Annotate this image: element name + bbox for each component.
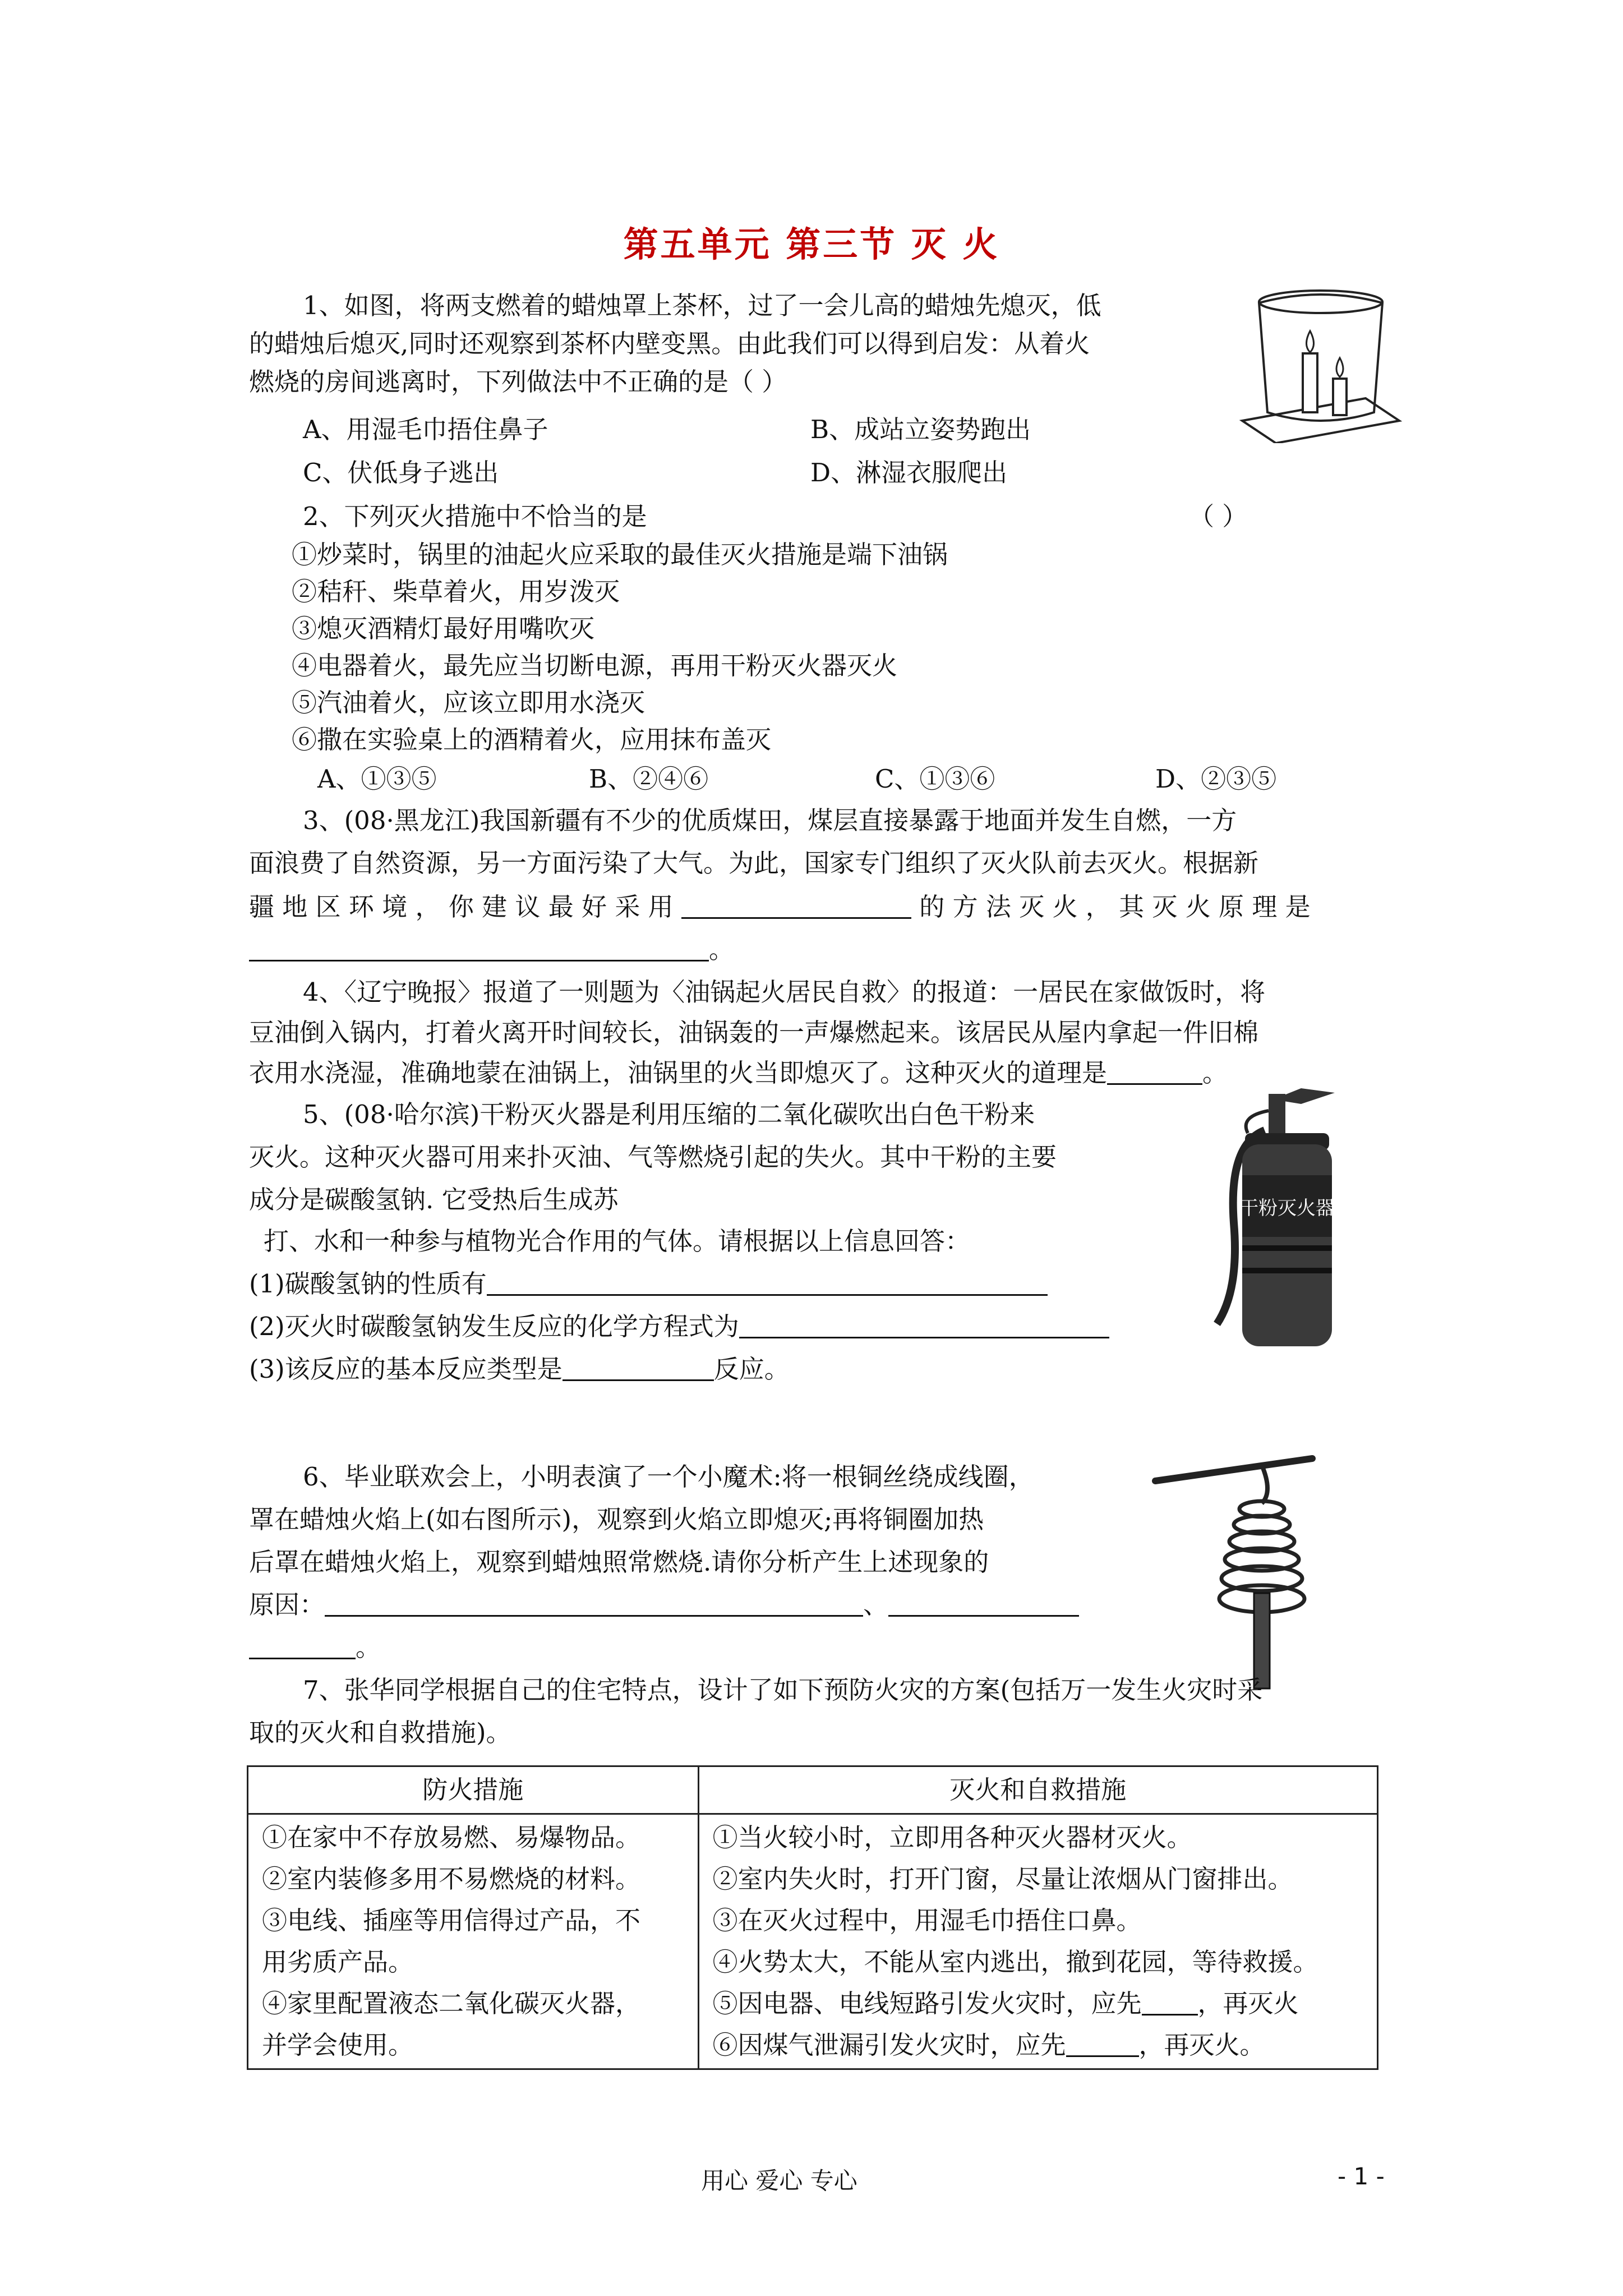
- fire-plan-table: [247, 1765, 1378, 2070]
- q3-line4: [249, 931, 734, 968]
- q6-reason-blank-3[interactable]: [249, 1634, 356, 1659]
- q1-line1: 1、如图，将两支燃着的蜡烛罩上茶杯，过了一会儿高的蜡烛先熄灭，低: [303, 291, 1101, 320]
- q3-line1: 3、(08·黑龙江)我国新疆有不少的优质煤田，煤层直接暴露于地面并发生自燃，一方: [303, 806, 1237, 835]
- table-header-row: [248, 1766, 1378, 1814]
- q5-sub3-text: (3)该反应的基本反应类型是: [249, 1354, 562, 1384]
- q6-line2: 罩在蜡烛火焰上(如右图所示)，观察到火焰立即熄灭;再将铜圈加热: [249, 1504, 984, 1534]
- q7-line1: 7、张华同学根据自己的住宅特点，设计了如下预防火灾的方案(包括万一发生火灾时采: [303, 1675, 1263, 1705]
- q5-sub3: [249, 1351, 790, 1388]
- prevention-item: ②室内装修多用不易燃烧的材料。: [262, 1864, 641, 1894]
- q6-line5: [249, 1629, 381, 1666]
- q2-item-4: ④电器着火，最先应当切断电源，再用干粉灭火器灭火: [292, 651, 898, 680]
- q2-item-6: ⑥撒在实验桌上的酒精着火，应用抹布盖灭: [292, 725, 772, 754]
- q7-blank-2[interactable]: [1066, 2032, 1139, 2057]
- q1-option-a: A、用湿毛巾捂住鼻子: [303, 415, 548, 444]
- q2-item-2: ②秸秆、柴草着火，用岁泼灭: [292, 577, 620, 606]
- q2-option-a: A、①③⑤: [317, 764, 437, 794]
- q2-answer-paren: （ ）: [1189, 501, 1248, 531]
- q2-item-1: ①炒菜时，锅里的油起火应采取的最佳灭火措施是端下油锅: [292, 540, 948, 569]
- fire-extinguisher-figure: [1206, 1077, 1340, 1352]
- rescue-item-6-end: ，再灭火。: [1138, 2030, 1265, 2060]
- page-title: 第五单元 第三节 灭 火: [623, 224, 1000, 265]
- q2-item-3: ③熄灭酒精灯最好用嘴吹灭: [292, 614, 595, 643]
- q5-line2: 灭火。这种灭火器可用来扑灭油、气等燃烧引起的失火。其中干粉的主要: [249, 1142, 1057, 1172]
- q3-line2: 面浪费了自然资源，另一方面污染了大气。为此，国家专门组织了灭火队前去灭火。根据新: [249, 848, 1259, 878]
- q2-option-c: C、①③⑥: [875, 764, 995, 794]
- q1-line2: 的蜡烛后熄灭,同时还观察到茶杯内壁变黑。由此我们可以得到启发：从着火: [249, 329, 1090, 358]
- q1-line3: 燃烧的房间逃离时，下列做法中不正确的是（ ）: [249, 367, 787, 397]
- rescue-item: ①当火较小时，立即用各种灭火器材灭火。: [712, 1823, 1192, 1852]
- q5-sub1: [249, 1266, 1048, 1303]
- q1-option-c: C、伏低身子逃出: [303, 458, 499, 487]
- q6-reason-blank-2[interactable]: [888, 1591, 1079, 1617]
- q5-sub2: [249, 1308, 1109, 1345]
- q6-period: 。: [356, 1632, 381, 1662]
- q2-option-b: B、②④⑥: [589, 764, 709, 794]
- q6-reason-label: 原因：: [249, 1590, 325, 1619]
- q4-line3-text: 衣用水浇湿，准确地蒙在油锅上，油锅里的火当即熄灭了。这种灭火的道理是: [249, 1058, 1108, 1088]
- rescue-item-5-text: ⑤因电器、电线短路引发火灾时，应先: [712, 1989, 1142, 2018]
- q5-sub3-end: 反应。: [713, 1354, 790, 1384]
- q7-blank-1[interactable]: [1142, 1990, 1198, 2016]
- rescue-item: ②室内失火时，打开门窗，尽量让浓烟从门窗排出。: [712, 1864, 1293, 1894]
- prevention-item: 并学会使用。: [262, 2030, 414, 2060]
- prevention-item: 用劣质产品。: [262, 1947, 414, 1977]
- q3-period: 。: [709, 935, 735, 964]
- q5-sub1-text: (1)碳酸氢钠的性质有: [249, 1269, 487, 1299]
- extinguisher-label: 干粉灭火器: [1239, 1197, 1335, 1220]
- rescue-item-5-end: ，再灭火: [1197, 1989, 1299, 2018]
- q5-equation-blank[interactable]: [739, 1313, 1109, 1338]
- q6-line3: 后罩在蜡烛火焰上，观察到蜡烛照常燃烧.请你分析产生上述现象的: [249, 1547, 989, 1577]
- rescue-item: ③在灭火过程中，用湿毛巾捂住口鼻。: [712, 1906, 1142, 1935]
- q5-sub2-text: (2)灭火时碳酸氢钠发生反应的化学方程式为: [249, 1312, 739, 1341]
- header-prevention: 防火措施: [248, 1766, 699, 1814]
- prevention-item: ④家里配置液态二氧化碳灭火器，: [262, 1989, 641, 2018]
- prevention-item: ①在家中不存放易燃、易爆物品。: [262, 1823, 641, 1852]
- page-number: - 1 -: [1338, 2162, 1385, 2190]
- copper-coil-figure: [1144, 1453, 1335, 1694]
- q4-line3: [249, 1055, 1228, 1092]
- q3-line3-end: 的 方 法 灭 火 ， 其 灭 火 原 理 是: [919, 892, 1311, 922]
- q7-line2: 取的灭火和自救措施)。: [249, 1718, 511, 1747]
- rescue-item: [713, 2024, 1363, 2066]
- q5-reaction-type-blank[interactable]: [562, 1356, 714, 1381]
- q1-option-b: B、成站立姿势跑出: [810, 415, 1031, 444]
- table-row: [248, 1814, 1378, 2069]
- q4-period: 。: [1202, 1058, 1228, 1088]
- q3-method-blank[interactable]: [681, 894, 911, 919]
- q4-line1: 4、〈辽宁晚报〉报道了一则题为〈油锅起火居民自救〉的报道：一居民在家做饭时，将: [303, 977, 1266, 1007]
- q3-line3-start: 疆 地 区 环 境 ， 你 建 议 最 好 采 用: [249, 892, 674, 922]
- prevention-item: ③电线、插座等用信得过产品，不: [262, 1906, 641, 1935]
- q2-option-d: D、②③⑤: [1155, 764, 1277, 794]
- header-rescue: 灭火和自救措施: [698, 1766, 1377, 1814]
- q5-line3: 成分是碳酸氢钠. 它受热后生成苏: [249, 1185, 619, 1214]
- candles-under-cup-figure: [1237, 280, 1405, 443]
- rescue-item: ④火势太大，不能从室内逃出，撤到花园，等待救援。: [712, 1947, 1318, 1977]
- q3-principle-blank[interactable]: [249, 936, 709, 961]
- q3-line3: [249, 889, 1311, 926]
- q5-line1: 5、(08·哈尔滨)干粉灭火器是利用压缩的二氧化碳吹出白色干粉来: [303, 1099, 1035, 1129]
- q6-separator: 、: [863, 1590, 889, 1619]
- rescue-item: [713, 1983, 1363, 2024]
- q6-line1: 6、毕业联欢会上，小明表演了一个小魔术:将一根铜丝绕成线圈，: [303, 1462, 1034, 1492]
- rescue-cell: [698, 1814, 1377, 2069]
- q1-option-d: D、淋湿衣服爬出: [810, 458, 1008, 487]
- rescue-item-6-text: ⑥因煤气泄漏引发火灾时，应先: [712, 2030, 1066, 2060]
- q4-line2: 豆油倒入锅内，打着火离开时间较长，油锅轰的一声爆燃起来。该居民从屋内拿起一件旧棉: [249, 1018, 1259, 1047]
- q2-item-5: ⑤汽油着火，应该立即用水浇灭: [292, 688, 645, 717]
- q4-answer-blank[interactable]: [1107, 1060, 1202, 1085]
- prevention-cell: [248, 1814, 699, 2069]
- q6-line4: [249, 1586, 1079, 1623]
- q6-reason-blank-1[interactable]: [325, 1591, 863, 1617]
- footer-motto: 用心 爱心 专心: [701, 2167, 857, 2194]
- q5-property-blank[interactable]: [487, 1271, 1048, 1296]
- q5-line4: 打、水和一种参与植物光合作用的气体。请根据以上信息回答：: [264, 1226, 971, 1256]
- q2-stem: 2、下列灭火措施中不恰当的是: [303, 501, 647, 531]
